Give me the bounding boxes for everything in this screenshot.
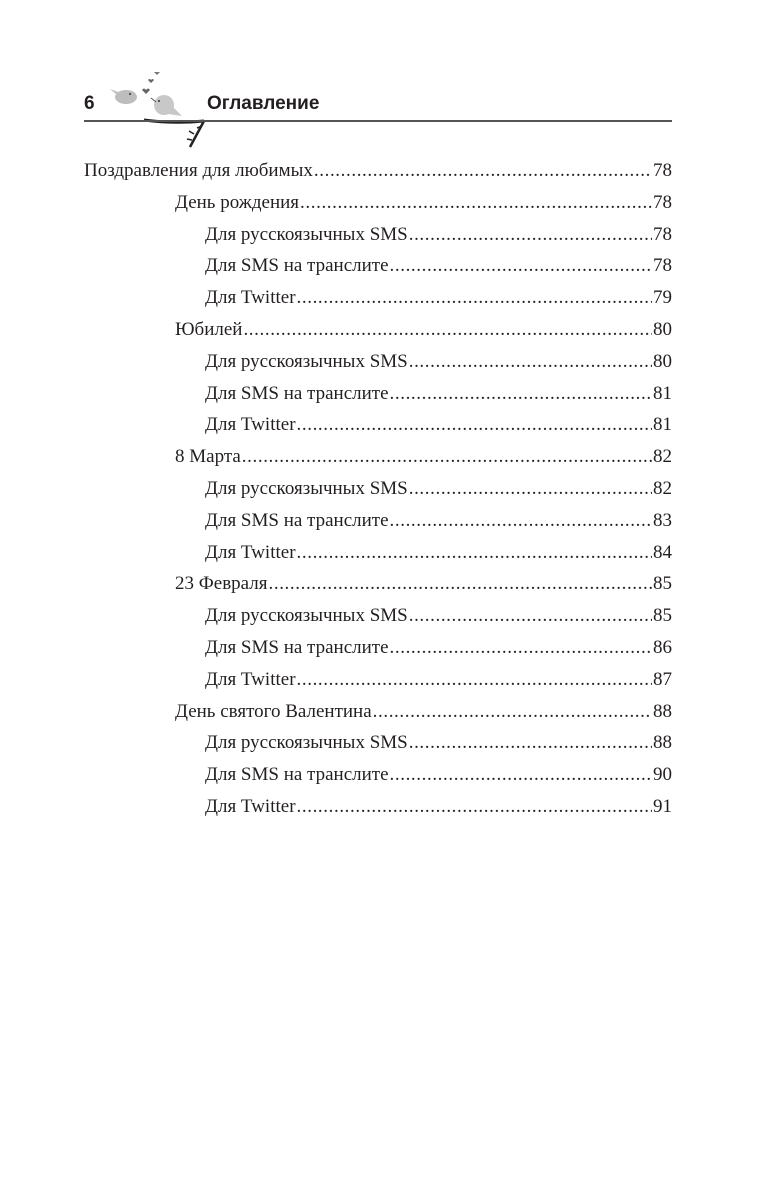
dot-leader [373,699,652,725]
toc-entry-page: 90 [653,764,672,786]
toc-entry-page: 88 [653,700,672,722]
toc-entry-label: Для русскоязычных SMS [205,350,408,372]
toc-entry-label: Для русскоязычных SMS [205,605,408,627]
toc-entry-label: День рождения [175,191,300,213]
dot-leader [297,285,652,311]
toc-entry-label: Для русскоязычных SMS [205,477,408,499]
toc-entry[interactable] [84,412,672,444]
dot-leader [409,730,652,756]
toc-entry-page: 85 [653,605,672,627]
dot-leader [409,603,652,629]
toc-entry[interactable] [84,190,672,222]
toc-entry-page: 81 [653,414,672,436]
section-title: Оглавление [207,93,320,114]
toc-entry-page: 84 [653,541,672,563]
toc-entry[interactable] [84,317,672,349]
toc-entry-label: Для SMS на транслите [205,255,389,277]
toc-entry-label: Поздравления для любимых [84,160,313,181]
toc-entry[interactable] [84,508,672,540]
toc-entry[interactable] [84,158,672,190]
toc-entry[interactable] [84,730,672,762]
dot-leader [242,444,652,470]
toc-entry-page: 78 [653,255,672,277]
dot-leader [300,190,652,216]
toc-entry[interactable] [84,285,672,317]
toc-entry-label: Для SMS на транслите [205,636,389,658]
toc-entry-page: 85 [653,573,672,595]
toc-entry[interactable] [84,476,672,508]
running-header [84,80,672,122]
toc-entry-page: 91 [653,795,672,817]
toc-entry[interactable] [84,794,672,826]
toc-entry[interactable] [84,381,672,413]
dot-leader [390,635,652,661]
toc-entry-page: 78 [653,223,672,245]
dot-leader [314,158,652,184]
toc-entry-label: Для Twitter [205,795,296,817]
dot-leader [297,667,652,693]
dot-leader [409,476,652,502]
toc-entry-page: 82 [653,477,672,499]
toc-entry-label: 23 Февраля [175,573,268,595]
toc-entry-label: Для Twitter [205,414,296,436]
toc-entry[interactable] [84,540,672,572]
dot-leader [243,317,652,343]
toc-entry[interactable] [84,253,672,285]
toc-entry-page: 86 [653,636,672,658]
toc-entry[interactable] [84,762,672,794]
dot-leader [269,571,653,597]
toc-entry-page: 83 [653,509,672,531]
toc-entry-page: 80 [653,318,672,340]
toc-entry-page: 80 [653,350,672,372]
toc-entry-label: Для SMS на транслите [205,764,389,786]
toc-entry[interactable] [84,699,672,731]
toc-entry-page: 81 [653,382,672,404]
toc-entry-label: Для Twitter [205,287,296,309]
dot-leader [297,412,652,438]
toc-entry-page: 87 [653,668,672,690]
toc-entry-label: День святого Валентина [175,700,372,722]
dot-leader [297,794,652,820]
dot-leader [390,762,652,788]
birds-on-branch-icon [104,72,214,152]
dot-leader [409,349,652,375]
table-of-contents [84,158,672,826]
toc-entry-label: Юбилей [175,318,243,340]
toc-entry-label: Для русскоязычных SMS [205,223,408,245]
dot-leader [297,540,652,566]
toc-entry-label: 8 Марта [175,446,241,468]
toc-entry-page: 88 [653,732,672,754]
toc-entry-label: Для Twitter [205,541,296,563]
toc-entry-page: 78 [653,160,672,181]
toc-entry[interactable] [84,349,672,381]
toc-entry[interactable] [84,444,672,476]
toc-entry[interactable] [84,667,672,699]
toc-entry-label: Для Twitter [205,668,296,690]
toc-entry-label: Для SMS на транслите [205,509,389,531]
dot-leader [409,222,652,248]
dot-leader [390,253,652,279]
toc-entry-page: 82 [653,446,672,468]
toc-entry-page: 79 [653,287,672,309]
toc-entry[interactable] [84,222,672,254]
toc-entry-label: Для русскоязычных SMS [205,732,408,754]
dot-leader [390,381,652,407]
toc-entry[interactable] [84,635,672,667]
toc-entry[interactable] [84,603,672,635]
toc-entry-page: 78 [653,191,672,213]
toc-entry[interactable] [84,571,672,603]
page-number: 6 [84,93,95,114]
header-rule [84,120,672,122]
toc-entry-label: Для SMS на транслите [205,382,389,404]
dot-leader [390,508,652,534]
